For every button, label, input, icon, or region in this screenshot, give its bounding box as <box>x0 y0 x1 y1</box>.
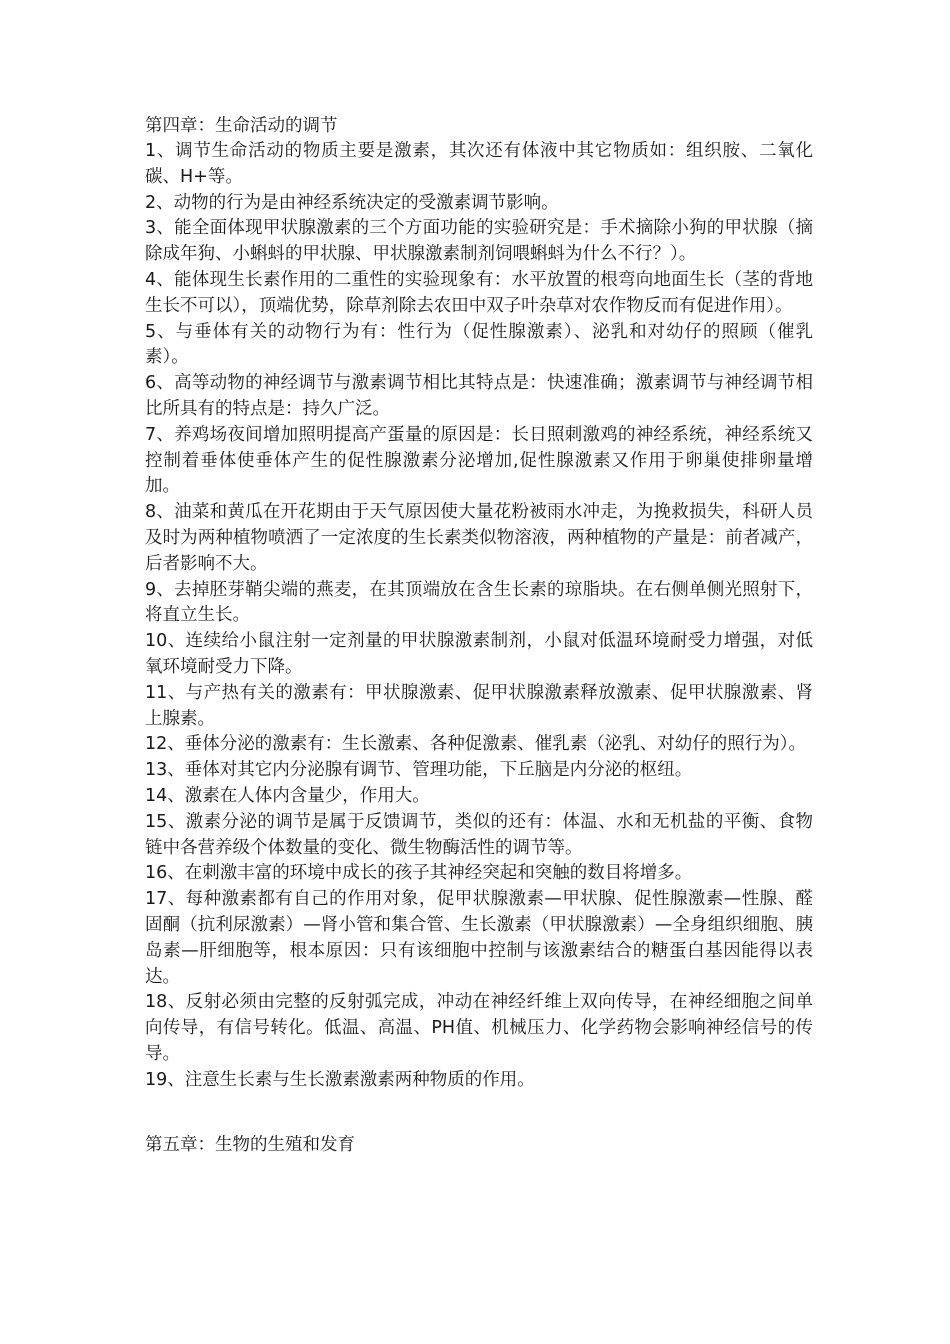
list-item: 11、与产热有关的激素有：甲状腺激素、促甲状腺激素释放激素、促甲状腺激素、肾上腺素。 <box>145 682 813 729</box>
list-item: 4、能体现生长素作用的二重性的实验现象有：水平放置的根弯向地面生长（茎的背地生长不可以），顶端优势，除草剂除去农田中双子叶杂草对农作物反而有促进作用）。 <box>145 269 813 316</box>
list-item: 13、垂体对其它内分泌腺有调节、管理功能，下丘脑是内分泌的枢纽。 <box>145 760 693 781</box>
list-item: 8、油菜和黄瓜在开花期由于天气原因使大量花粉被雨水冲走，为挽救损失，科研人员及时为两种植物喷洒了一定浓度的生长素类似物溶液，两种植物的产量是：前者减产，后者影响不大。 <box>145 502 813 574</box>
list-item: 15、激素分泌的调节是属于反馈调节，类似的还有：体温、水和无机盐的平衡、食物链中各营养级个体数量的变化、微生物酶活性的调节等。 <box>145 811 813 858</box>
list-item: 9、去掉胚芽鞘尖端的燕麦，在其顶端放在含生长素的琼脂块。在右侧单侧光照射下，将直立生长。 <box>145 579 813 626</box>
list-item: 2、动物的行为是由神经系统决定的受激素调节影响。 <box>145 192 559 213</box>
list-item: 19、注意生长素与生长激素激素两种物质的作用。 <box>145 1069 535 1090</box>
list-item: 12、垂体分泌的激素有：生长激素、各种促激素、催乳素（泌乳、对幼仔的照行为）。 <box>145 734 807 755</box>
list-item: 16、在刺激丰富的环境中成长的孩子其神经突起和突触的数目将增多。 <box>145 863 693 884</box>
chapter-4-list <box>145 139 813 1093</box>
list-item: 10、连续给小鼠注射一定剂量的甲状腺激素制剂，小鼠对低温环境耐受力增强，对低氧环境耐受力下降。 <box>145 631 813 677</box>
list-item: 3、能全面体现甲状腺激素的三个方面功能的实验研究是：手术摘除小狗的甲状腺（摘除成年狗、小蝌蚪的甲状腺、甲状腺激素制剂饲喂蝌蚪为什么不行？）。 <box>145 218 813 265</box>
list-item: 14、激素在人体内含量少，作用大。 <box>145 785 430 806</box>
chapter-4-title: 第四章：生命活动的调节 <box>145 116 338 136</box>
list-item: 1、调节生命活动的物质主要是激素，其次还有体液中其它物质如：组织胺、二氧化碳、H+等。 <box>145 141 813 187</box>
list-item: 17、每种激素都有自己的作用对象，促甲状腺激素—甲状腺、促性腺激素—性腺、醛固酮（抗利尿激素）—肾小管和集合管、生长激素（甲状腺激素）—全身组织细胞、胰岛素—肝细胞等，根本原因：只有该细胞中控制与该激素结合的糖蛋白基因能得以表达。 <box>145 889 813 987</box>
list-item: 5、与垂体有关的动物行为有：性行为（促性腺激素）、泌乳和对幼仔的照顾（催乳素）。 <box>145 321 813 368</box>
list-item: 7、养鸡场夜间增加照明提高产蛋量的原因是：长日照刺激鸡的神经系统，神经系统又控制着垂体使垂体产生的促性腺激素分泌增加,促性腺激素又作用于卵巢使排卵量增加。 <box>145 424 813 497</box>
section-spacer <box>145 1093 813 1119</box>
list-item: 18、反射必须由完整的反射弧完成，冲动在神经纤维上双向传导，在神经细胞之间单向传导，有信号转化。低温、高温、PH值、机械压力、化学药物会影响神经信号的传导。 <box>145 992 813 1064</box>
list-item: 6、高等动物的神经调节与激素调节相比其特点是：快速准确；激素调节与神经调节相比所具有的特点是：持久广泛。 <box>145 373 813 419</box>
document-page <box>145 113 813 1158</box>
chapter-5-title: 第五章：生物的生殖和发育 <box>145 1135 355 1156</box>
